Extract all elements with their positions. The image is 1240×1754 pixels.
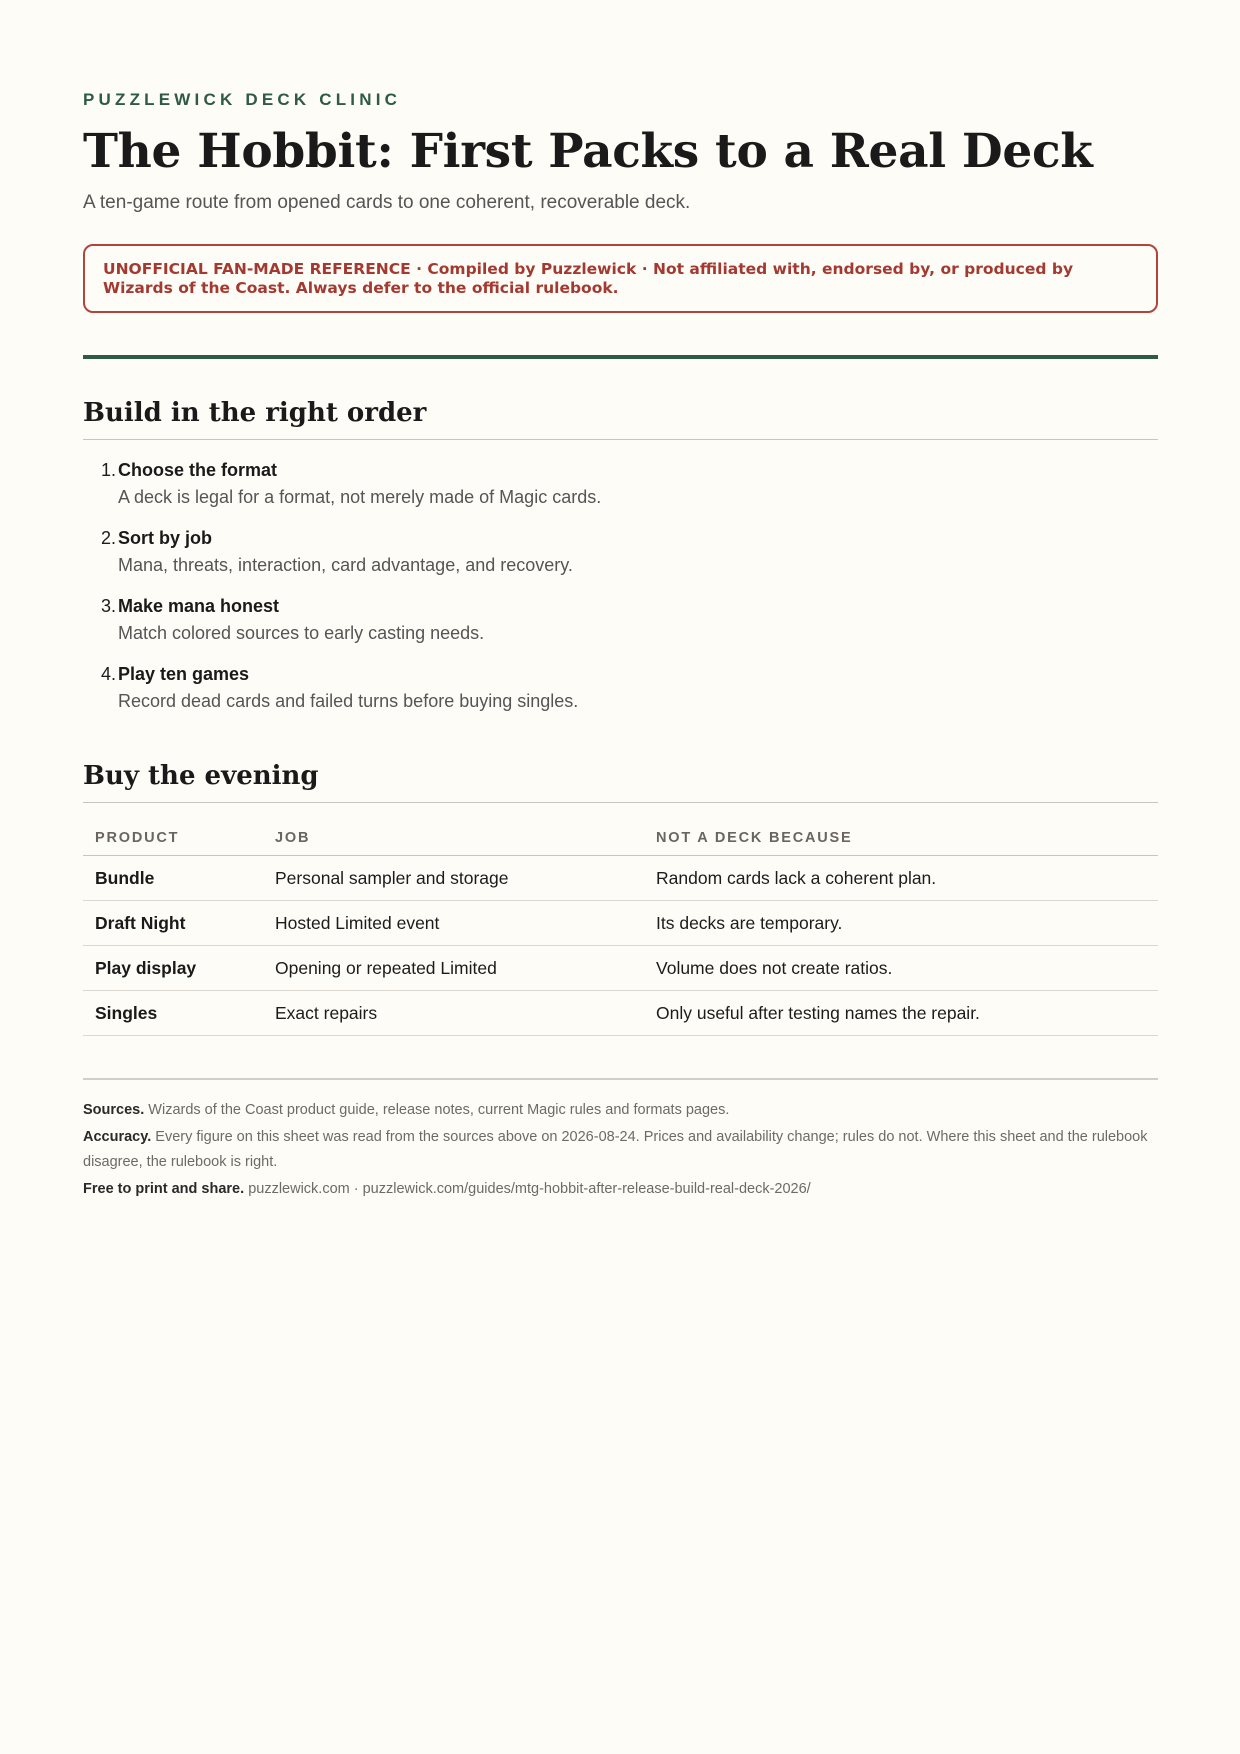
product-cell: Play display — [83, 946, 263, 991]
share-text: puzzlewick.com · puzzlewick.com/guides/mtg-hobbit-after-release-build-real-deck-2026/ — [248, 1181, 811, 1197]
accuracy-text: Every figure on this sheet was read from the sources above on 2026-08-24. Prices and availability change; rules do not. Where this sheet and the rulebook disagree, the rulebook is right. — [83, 1129, 1148, 1170]
accuracy-note — [83, 1125, 1158, 1175]
table-row — [83, 991, 1158, 1036]
job-cell: Hosted Limited event — [263, 901, 644, 946]
job-cell: Opening or repeated Limited — [263, 946, 644, 991]
reason-cell: Its decks are temporary. — [644, 901, 1158, 946]
table-header-row — [83, 820, 1158, 856]
job-cell: Exact repairs — [263, 991, 644, 1036]
step-number: 1. — [101, 460, 117, 480]
column-header-job: JOB — [263, 820, 644, 856]
section-heading-buy: Buy the evening — [83, 761, 319, 791]
list-item — [83, 596, 1158, 652]
step-title: Choose the format — [118, 460, 278, 480]
reason-cell: Volume does not create ratios. — [644, 946, 1158, 991]
job-cell: Personal sampler and storage — [263, 856, 644, 901]
list-item — [83, 460, 1158, 516]
step-description: Mana, threats, interaction, card advantage, and recovery. — [118, 555, 573, 575]
section-heading-build: Build in the right order — [83, 398, 427, 428]
step-description: Match colored sources to early casting needs. — [118, 623, 485, 643]
step-description: Record dead cards and failed turns before buying singles. — [118, 691, 579, 711]
step-description: A deck is legal for a format, not merely made of Magic cards. — [118, 487, 602, 507]
sources-label: Sources. — [83, 1102, 145, 1118]
footer-notes — [83, 1098, 1158, 1204]
header-divider — [83, 355, 1158, 359]
list-item — [83, 528, 1158, 584]
step-title: Play ten games — [118, 664, 250, 684]
step-title: Make mana honest — [118, 596, 280, 616]
section-divider-buy — [83, 802, 1158, 803]
step-number: 2. — [101, 528, 117, 548]
disclaimer-box: UNOFFICIAL FAN-MADE REFERENCE · Compiled by Puzzlewick · Not affiliated with, endorsed by, or produced by Wizards of the Coast. Always defer to the official rulebook. — [83, 244, 1158, 313]
step-title: Sort by job — [118, 528, 212, 548]
product-cell: Draft Night — [83, 901, 263, 946]
footer-divider — [83, 1078, 1158, 1080]
step-number: 4. — [101, 664, 117, 684]
product-cell: Singles — [83, 991, 263, 1036]
column-header-reason: NOT A DECK BECAUSE — [644, 820, 1158, 856]
page-title: The Hobbit: First Packs to a Real Deck — [83, 124, 1093, 179]
reason-cell: Random cards lack a coherent plan. — [644, 856, 1158, 901]
table-row — [83, 946, 1158, 991]
sources-note — [83, 1098, 1158, 1123]
accuracy-label: Accuracy. — [83, 1129, 152, 1145]
sources-text: Wizards of the Coast product guide, release notes, current Magic rules and formats pages. — [148, 1102, 730, 1118]
table-row — [83, 901, 1158, 946]
page-subtitle: A ten-game route from opened cards to one coherent, recoverable deck. — [83, 192, 691, 213]
share-label: Free to print and share. — [83, 1181, 245, 1197]
column-header-product: PRODUCT — [83, 820, 263, 856]
brand-eyebrow: PUZZLEWICK DECK CLINIC — [83, 90, 402, 109]
step-number: 3. — [101, 596, 117, 616]
table-row — [83, 856, 1158, 901]
share-note — [83, 1177, 1158, 1202]
reason-cell: Only useful after testing names the repair. — [644, 991, 1158, 1036]
product-cell: Bundle — [83, 856, 263, 901]
list-item — [83, 664, 1158, 720]
section-divider-build — [83, 439, 1158, 440]
products-table — [83, 820, 1158, 1036]
